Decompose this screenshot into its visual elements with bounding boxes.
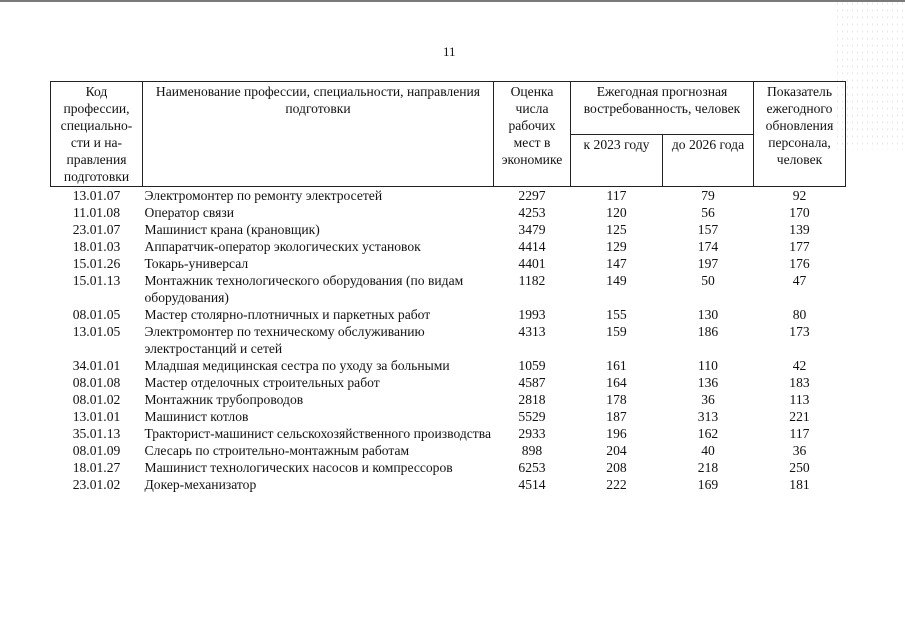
header-renewal: Показатель ежегодного обновления персонала, человек <box>754 82 846 187</box>
cell-jobs: 1182 <box>518 273 546 288</box>
table-row <box>51 374 846 391</box>
cell-code: 08.01.08 <box>72 375 121 390</box>
cell-demand-2026: 169 <box>697 477 719 492</box>
table-row <box>51 238 846 255</box>
cell-code: 13.01.05 <box>72 324 121 339</box>
cell-renewal: 173 <box>789 324 810 339</box>
cell-code: 08.01.02 <box>72 392 121 407</box>
cell-jobs: 1993 <box>518 307 546 322</box>
header-code: Код профессии, специально-сти и на-правления подготовки <box>51 82 143 187</box>
cell-renewal: 170 <box>789 205 810 220</box>
cell-code: 08.01.05 <box>72 307 121 322</box>
table-row <box>51 425 846 442</box>
table-row <box>51 204 846 221</box>
table-body <box>51 187 846 494</box>
cell-jobs: 4253 <box>518 205 546 220</box>
table-row <box>51 408 846 425</box>
cell-renewal: 47 <box>792 273 807 288</box>
cell-name: Монтажник технологического оборудования (по видам оборудования) <box>144 273 464 305</box>
cell-demand-2026: 197 <box>697 256 719 271</box>
cell-code: 18.01.03 <box>72 239 121 254</box>
cell-demand-2026: 56 <box>701 205 715 220</box>
cell-jobs: 2818 <box>518 392 546 407</box>
table-row <box>51 476 846 493</box>
cell-demand-2026: 79 <box>701 188 715 203</box>
cell-name: Тракторист-машинист сельскохозяйственного производства <box>144 426 492 441</box>
cell-demand-2026: 162 <box>697 426 719 441</box>
page-top-rule <box>0 0 905 2</box>
cell-demand-2026: 50 <box>701 273 715 288</box>
cell-jobs: 2297 <box>518 188 546 203</box>
cell-demand-2026: 313 <box>697 409 719 424</box>
cell-demand-2023: 187 <box>606 409 627 424</box>
cell-name: Мастер отделочных строительных работ <box>144 375 380 390</box>
cell-demand-2023: 208 <box>606 460 627 475</box>
cell-jobs: 898 <box>521 443 543 458</box>
cell-demand-2023: 149 <box>606 273 627 288</box>
cell-jobs: 3479 <box>518 222 546 237</box>
cell-name: Младшая медицинская сестра по уходу за больными <box>144 358 450 373</box>
cell-demand-2026: 218 <box>697 460 719 475</box>
cell-renewal: 221 <box>789 409 810 424</box>
table-row <box>51 459 846 476</box>
header-name: Наименование профессии, специальности, направления подготовки <box>143 82 494 187</box>
cell-demand-2026: 110 <box>698 358 718 373</box>
cell-jobs: 6253 <box>518 460 546 475</box>
cell-demand-2023: 125 <box>606 222 627 237</box>
cell-jobs: 5529 <box>518 409 546 424</box>
cell-jobs: 4514 <box>518 477 546 492</box>
cell-name: Машинист крана (крановщик) <box>144 222 320 237</box>
cell-code: 34.01.01 <box>72 358 121 373</box>
cell-demand-2023: 161 <box>606 358 627 373</box>
cell-demand-2026: 40 <box>701 443 715 458</box>
header-demand-group: Ежегодная прогнозная востребованность, человек <box>571 82 754 135</box>
cell-renewal: 183 <box>789 375 810 390</box>
cell-renewal: 113 <box>789 392 810 407</box>
cell-code: 13.01.01 <box>72 409 121 424</box>
table-row <box>51 323 846 357</box>
table-row <box>51 187 846 205</box>
cell-demand-2023: 155 <box>606 307 627 322</box>
cell-code: 35.01.13 <box>72 426 121 441</box>
page-number: 11 <box>443 44 456 59</box>
table-row <box>51 272 846 306</box>
cell-code: 18.01.27 <box>72 460 121 475</box>
cell-renewal: 177 <box>789 239 810 254</box>
cell-name: Мастер столярно-плотничных и паркетных работ <box>144 307 431 322</box>
cell-demand-2026: 186 <box>697 324 719 339</box>
cell-code: 13.01.07 <box>72 188 121 203</box>
cell-name: Электромонтер по техническому обслуживанию электростанций и сетей <box>144 324 425 356</box>
cell-jobs: 4587 <box>518 375 546 390</box>
cell-demand-2023: 196 <box>606 426 627 441</box>
cell-code: 11.01.08 <box>72 205 121 220</box>
cell-renewal: 181 <box>789 477 810 492</box>
cell-renewal: 36 <box>792 443 807 458</box>
cell-demand-2023: 204 <box>606 443 627 458</box>
table-row <box>51 391 846 408</box>
cell-name: Токарь-универсал <box>144 256 249 271</box>
profession-demand-table <box>50 81 846 493</box>
cell-demand-2023: 159 <box>606 324 627 339</box>
cell-demand-2026: 157 <box>697 222 719 237</box>
cell-jobs: 2933 <box>518 426 546 441</box>
table-row <box>51 357 846 374</box>
cell-name: Машинист технологических насосов и компрессоров <box>144 460 453 475</box>
cell-name: Оператор связи <box>144 205 235 220</box>
cell-renewal: 80 <box>792 307 807 322</box>
cell-name: Докер-механизатор <box>144 477 257 492</box>
cell-name: Аппаратчик-оператор экологических установок <box>144 239 421 254</box>
header-demand-2023: к 2023 году <box>571 134 663 187</box>
cell-renewal: 139 <box>789 222 810 237</box>
header-demand-2026: до 2026 года <box>663 134 754 187</box>
cell-renewal: 92 <box>792 188 807 203</box>
cell-demand-2023: 164 <box>606 375 627 390</box>
table-header <box>51 82 846 187</box>
table-row <box>51 255 846 272</box>
cell-code: 15.01.26 <box>72 256 121 271</box>
cell-name: Слесарь по строительно-монтажным работам <box>144 443 410 458</box>
cell-renewal: 250 <box>789 460 810 475</box>
cell-demand-2026: 36 <box>701 392 715 407</box>
cell-jobs: 1059 <box>518 358 546 373</box>
cell-renewal: 42 <box>792 358 807 373</box>
cell-demand-2023: 147 <box>606 256 627 271</box>
cell-code: 15.01.13 <box>72 273 121 288</box>
cell-demand-2026: 136 <box>697 375 719 390</box>
table-row <box>51 442 846 459</box>
cell-demand-2023: 117 <box>606 188 627 203</box>
cell-demand-2023: 222 <box>606 477 627 492</box>
cell-demand-2023: 129 <box>606 239 627 254</box>
table-row <box>51 306 846 323</box>
cell-renewal: 117 <box>789 426 810 441</box>
cell-demand-2023: 120 <box>606 205 627 220</box>
cell-name: Электромонтер по ремонту электросетей <box>144 188 383 203</box>
cell-code: 23.01.02 <box>72 477 121 492</box>
cell-demand-2026: 130 <box>697 307 719 322</box>
cell-name: Монтажник трубопроводов <box>144 392 304 407</box>
cell-jobs: 4414 <box>518 239 546 254</box>
cell-jobs: 4401 <box>518 256 546 271</box>
cell-demand-2023: 178 <box>606 392 627 407</box>
cell-name: Машинист котлов <box>144 409 249 424</box>
cell-renewal: 176 <box>789 256 810 271</box>
cell-code: 23.01.07 <box>72 222 121 237</box>
cell-jobs: 4313 <box>518 324 546 339</box>
cell-demand-2026: 174 <box>697 239 719 254</box>
cell-code: 08.01.09 <box>72 443 121 458</box>
table-row <box>51 221 846 238</box>
header-jobs: Оценка числа рабочих мест в экономике <box>494 82 571 187</box>
